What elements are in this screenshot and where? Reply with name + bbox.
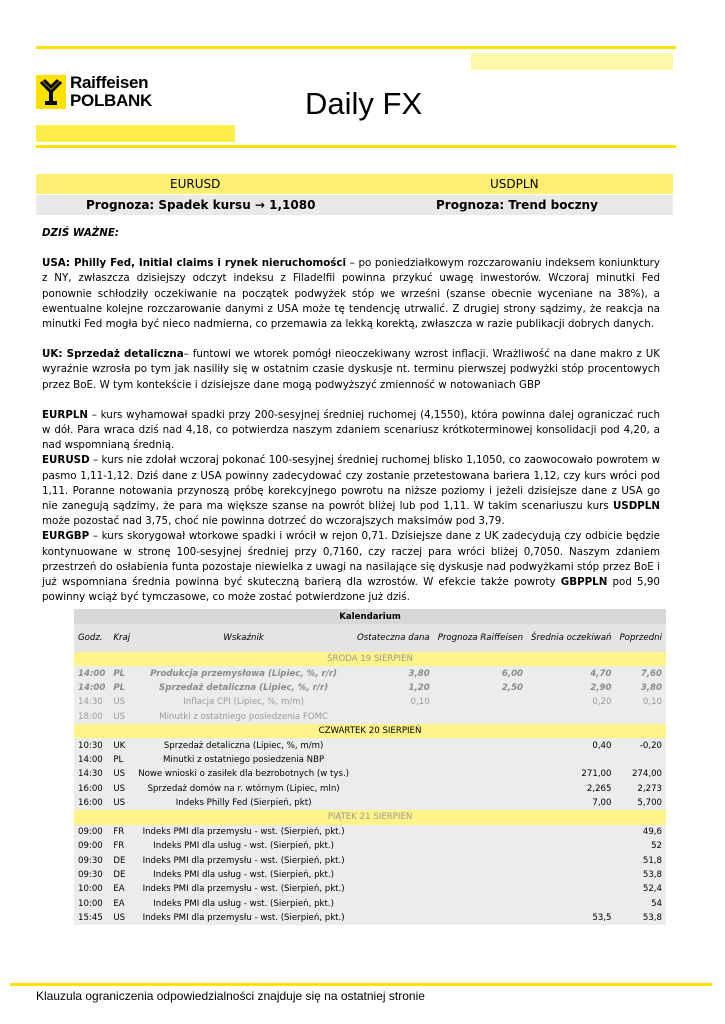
header-consensus: Średnia oczekiwań <box>527 624 615 652</box>
cell-consensus <box>527 753 615 767</box>
cell-country: US <box>109 796 134 810</box>
cell-indicator: Indeks PMI dla przemysłu - wst. (Sierpień, pkt.) <box>134 825 353 839</box>
raiffeisen-logo <box>36 74 161 114</box>
cell-previous: 7,60 <box>616 666 667 680</box>
calendar-row <box>74 853 666 867</box>
cell-time: 14:00 <box>74 753 109 767</box>
paragraph-eurusd-text2: może pozostać nad 3,75, choć nie powinna dotrzeć do wczorajszych maksimów pod 3,79. <box>42 515 505 528</box>
cell-country: US <box>109 767 134 781</box>
cell-previous <box>616 710 667 724</box>
cell-country: US <box>109 695 134 709</box>
calendar-day-label: CZWARTEK 20 SIERPIEŃ <box>74 724 666 738</box>
cell-consensus <box>527 868 615 882</box>
calendar-row <box>74 825 666 839</box>
cell-time: 10:30 <box>74 738 109 752</box>
cell-indicator: Indeks PMI dla przemysłu - wst. (Sierpień, pkt.) <box>134 853 353 867</box>
cell-actual <box>353 839 434 853</box>
page-title: Daily FX <box>305 86 423 121</box>
cell-actual <box>353 753 434 767</box>
calendar-row <box>74 767 666 781</box>
cell-previous <box>616 753 667 767</box>
header-bottom-line <box>36 145 676 148</box>
calendar-row <box>74 839 666 853</box>
cell-time: 14:30 <box>74 695 109 709</box>
calendar-row <box>74 681 666 695</box>
cell-forecast <box>434 782 527 796</box>
calendar-row <box>74 695 666 709</box>
cell-indicator: Inflacja CPI (Lipiec, %, m/m) <box>134 695 353 709</box>
cell-previous: 52,4 <box>616 882 667 896</box>
paragraph-eurusd-bold: USDPLN <box>612 500 660 513</box>
forecast-eurusd: Prognoza: Spadek kursu → 1,1080 <box>86 198 316 212</box>
cell-previous: 52 <box>616 839 667 853</box>
currency-pair-eurusd: EURUSD <box>170 177 221 191</box>
cell-country: US <box>109 911 134 925</box>
header-left-bar <box>36 125 235 142</box>
header-indicator: Wskaźnik <box>134 624 353 652</box>
cell-indicator: Indeks PMI dla usług - wst. (Sierpień, pkt.) <box>134 868 353 882</box>
paragraph-uk-lead: UK: Sprzedaż detaliczna <box>42 348 184 361</box>
cell-indicator: Nowe wnioski o zasiłek dla bezrobotnych (w tys.) <box>134 767 353 781</box>
cell-time: 09:00 <box>74 839 109 853</box>
cell-actual <box>353 825 434 839</box>
paragraph-eurpln-lead: EURPLN <box>42 408 89 421</box>
footer-line <box>10 983 712 986</box>
cell-forecast <box>434 767 527 781</box>
cell-consensus: 4,70 <box>527 666 615 680</box>
cell-actual <box>353 897 434 911</box>
cell-previous: 53,8 <box>616 911 667 925</box>
cell-time: 18:00 <box>74 710 109 724</box>
calendar-row <box>74 753 666 767</box>
cell-country: US <box>109 710 134 724</box>
header-top-line <box>36 46 676 49</box>
cell-consensus: 271,00 <box>527 767 615 781</box>
calendar-row <box>74 882 666 896</box>
calendar-title: Kalendarium <box>74 609 666 624</box>
calendar-row <box>74 738 666 752</box>
cell-forecast <box>434 897 527 911</box>
cell-time: 14:00 <box>74 681 109 695</box>
cell-forecast <box>434 738 527 752</box>
cell-previous: 0,10 <box>616 695 667 709</box>
cell-previous: 51,8 <box>616 853 667 867</box>
cell-time: 16:00 <box>74 796 109 810</box>
cell-previous: 274,00 <box>616 767 667 781</box>
cell-country: DE <box>109 853 134 867</box>
cell-indicator: Indeks PMI dla przemysłu - wst. (Sierpień, pkt.) <box>134 911 353 925</box>
cell-country: FR <box>109 825 134 839</box>
header-time: Godz. <box>74 624 109 652</box>
logo-brand-line1: Raiffeisen <box>70 73 149 92</box>
cell-country: EA <box>109 897 134 911</box>
cell-consensus <box>527 839 615 853</box>
cell-time: 15:45 <box>74 911 109 925</box>
cell-previous: 54 <box>616 897 667 911</box>
cell-consensus: 7,00 <box>527 796 615 810</box>
cell-time: 10:00 <box>74 897 109 911</box>
cell-consensus: 53,5 <box>527 911 615 925</box>
calendar-row <box>74 897 666 911</box>
currency-forecast-row <box>36 195 673 215</box>
paragraph-usa <box>42 256 660 332</box>
cell-indicator: Produkcja przemysłowa (Lipiec, %, r/r) <box>134 666 353 680</box>
cell-actual <box>353 911 434 925</box>
cell-previous: 2,273 <box>616 782 667 796</box>
cell-previous: 53,8 <box>616 868 667 882</box>
cell-consensus: 0,40 <box>527 738 615 752</box>
cell-time: 14:00 <box>74 666 109 680</box>
paragraph-uk <box>42 347 660 393</box>
cell-actual <box>353 710 434 724</box>
cell-consensus: 2,265 <box>527 782 615 796</box>
forecast-usdpln: Prognoza: Trend boczny <box>436 198 598 212</box>
paragraph-eurpln-text: – kurs wyhamował spadki przy 200-sesyjnej średniej ruchomej (4,1550), która powinna dalej ograniczać ruch w dół. Para wraca dziś nad 4,18, co potwierdza naszym zdaniem scenariusz krótkoterminowej konsolidacji pod 4,20, a nad wspomnianą średnią. <box>42 408 660 452</box>
cell-previous: 5,700 <box>616 796 667 810</box>
logo-brand-line2: POLBANK <box>70 91 152 110</box>
cell-indicator: Sprzedaż detaliczna (Lipiec, %, m/m) <box>134 738 353 752</box>
calendar-row <box>74 666 666 680</box>
cell-indicator: Sprzedaż detaliczna (Lipiec, %, r/r) <box>134 681 353 695</box>
paragraph-eurusd <box>42 453 660 529</box>
cell-indicator: Indeks PMI dla usług - wst. (Sierpień, pkt.) <box>134 897 353 911</box>
paragraph-eurgbp-text2: pod 5,90 powinny wciąż być tymczasowe, co może zostać potwierdzone już dziś. <box>42 576 660 604</box>
cell-forecast <box>434 825 527 839</box>
calendar-row <box>74 782 666 796</box>
cell-time: 10:00 <box>74 882 109 896</box>
cell-indicator: Indeks PMI dla usług - wst. (Sierpień, pkt.) <box>134 839 353 853</box>
calendar-row <box>74 868 666 882</box>
cell-country: UK <box>109 738 134 752</box>
currency-header-row <box>36 174 673 194</box>
paragraph-eurusd-lead: EURUSD <box>42 454 90 467</box>
cell-forecast: 2,50 <box>434 681 527 695</box>
cell-consensus: 0,20 <box>527 695 615 709</box>
cell-forecast: 6,00 <box>434 666 527 680</box>
header-country: Kraj <box>109 624 134 652</box>
cell-actual <box>353 796 434 810</box>
cell-consensus <box>527 710 615 724</box>
cell-indicator: Minutki z ostatniego posiedzenia NBP <box>134 753 353 767</box>
header-previous: Poprzedni <box>616 624 667 652</box>
cell-consensus <box>527 897 615 911</box>
header-actual: Ostateczna dana <box>353 624 434 652</box>
commentary <box>42 226 660 605</box>
paragraph-eurgbp-bold: GBPPLN <box>560 576 608 589</box>
cell-consensus: 2,90 <box>527 681 615 695</box>
cell-country: PL <box>109 666 134 680</box>
cell-country: US <box>109 782 134 796</box>
cell-previous: -0,20 <box>616 738 667 752</box>
calendar-row <box>74 710 666 724</box>
paragraph-usa-text: – po poniedziałkowym rozczarowaniu indeksem koniunktury z NY, zwłaszcza dzisiejszy odczyt indeksu z Filadelfii powinna przykuć uwagę inwestorów. Wczoraj minutki Fed ponownie schłodziły oczekiwanie na początek podwyżek stóp we wrześni (szanse obecnie wyceniane na 38%), a ewentualne kolejne rozczarowanie danymi z USA może tę tendencję utrwalić. Z drugiej strony sądzimy, że reakcja na minutki Fed mogła być nieco nadmierna, co przemawia za lekką korektą, zwłaszcza w razie publikacji dobrych danych. <box>42 257 660 331</box>
cell-country: FR <box>109 839 134 853</box>
cell-indicator: Indeks Philly Fed (Sierpień, pkt) <box>134 796 353 810</box>
cell-previous: 49,6 <box>616 825 667 839</box>
cell-forecast <box>434 868 527 882</box>
calendar-row <box>74 911 666 925</box>
calendar-day-row <box>74 652 666 666</box>
cell-time: 09:00 <box>74 825 109 839</box>
cell-time: 09:30 <box>74 868 109 882</box>
cell-forecast <box>434 839 527 853</box>
calendar-day-label: ŚRODA 19 SIERPIEŃ <box>74 652 666 666</box>
cell-actual <box>353 782 434 796</box>
paragraph-eurpln <box>42 408 660 454</box>
paragraph-eurusd-text1: – kurs nie zdołał wczoraj pokonać 100-sesyjnej średniej ruchomej blisko 1,1050, co zaowocowało powrotem w pasmo 1,11-1,12. Dziś dane z USA powinny zadecydować czy zostanie przetestowana bariera 1,12, czy kurs wróci pod 1,11. Poranne notowania przynoszą próbę korekcyjnego powrotu na niższe poziomy i jeżeli dzisiejsze dane z USA go nie zanegują sądzimy, że para ma większe szanse na powrót bliżej lub pod 1,11. W takim scenariuszu kurs <box>42 454 660 513</box>
cell-consensus <box>527 882 615 896</box>
calendar-row <box>74 796 666 810</box>
cell-previous: 3,80 <box>616 681 667 695</box>
cell-forecast <box>434 796 527 810</box>
cell-country: DE <box>109 868 134 882</box>
cell-actual <box>353 767 434 781</box>
header-forecast: Prognoza Raiffeisen <box>434 624 527 652</box>
paragraph-eurgbp-text1: – kurs skorygował wtorkowe spadki i wrócił w rejon 0,71. Dzisiejsze dane z UK zadecydują czy odbicie będzie kontynuowane w stronę 100-sesyjnej średniej przy 0,7160, czy raczej para wróci bliżej 0,7050. Naszym zdaniem przestrzeń do osłabienia funta pozostaje niewielka z uwagi na nasilające się dyskusje nad podwyżkami stóp przez BoE i już wspomniana średnia powinna być skuteczną barierą dla wzrostów. W efekcie także powroty <box>42 530 660 589</box>
cell-actual <box>353 882 434 896</box>
calendar-day-label: PIĄTEK 21 SIERPIEŃ <box>74 810 666 824</box>
cell-actual: 0,10 <box>353 695 434 709</box>
cell-consensus <box>527 825 615 839</box>
calendar-table <box>74 609 666 925</box>
currency-pair-usdpln: USDPLN <box>490 177 539 191</box>
paragraph-uk-text: – funtowi we wtorek pomógł nieoczekiwany wzrost inflacji. Wrażliwość na dane makro z UK wyraźnie wzrosła po tym jak nasiliły się w ostatnim czasie dyskusje nt. terminu pierwszej podwyżki stóp procentowych przez BoE. W tym kontekście i dzisiejsze dane mogą podwyższyć zmienność w notowaniach GBP <box>42 348 660 391</box>
section-heading: DZIŚ WAŻNE: <box>42 227 120 239</box>
cell-time: 14:30 <box>74 767 109 781</box>
cell-actual <box>353 853 434 867</box>
footer-disclaimer: Klauzula ograniczenia odpowiedzialności znajduje się na ostatniej stronie <box>36 989 425 1003</box>
header-accent-box <box>471 53 673 70</box>
paragraph-eurgbp <box>42 529 660 605</box>
cell-forecast <box>434 911 527 925</box>
calendar-header-row <box>74 624 666 652</box>
cell-forecast <box>434 882 527 896</box>
cell-time: 09:30 <box>74 853 109 867</box>
cell-time: 16:00 <box>74 782 109 796</box>
cell-consensus <box>527 853 615 867</box>
cell-forecast <box>434 753 527 767</box>
paragraph-eurgbp-lead: EURGBP <box>42 530 90 543</box>
cell-forecast <box>434 695 527 709</box>
cell-actual <box>353 868 434 882</box>
calendar-day-row <box>74 810 666 824</box>
paragraph-usa-lead: USA: Philly Fed, Initial claims i rynek nieruchomości <box>42 257 347 270</box>
cell-indicator: Minutki z ostatniego posiedzenia FOMC <box>134 710 353 724</box>
cell-country: PL <box>109 681 134 695</box>
cell-actual: 3,80 <box>353 666 434 680</box>
cell-actual: 1,20 <box>353 681 434 695</box>
cell-actual <box>353 738 434 752</box>
cell-indicator: Indeks PMI dla przemysłu - wst. (Sierpień, pkt.) <box>134 882 353 896</box>
cell-forecast <box>434 710 527 724</box>
cell-indicator: Sprzedaż domów na r. wtórnym (Lipiec, mln) <box>134 782 353 796</box>
cell-country: PL <box>109 753 134 767</box>
cell-country: EA <box>109 882 134 896</box>
calendar-day-row <box>74 724 666 738</box>
cell-forecast <box>434 853 527 867</box>
